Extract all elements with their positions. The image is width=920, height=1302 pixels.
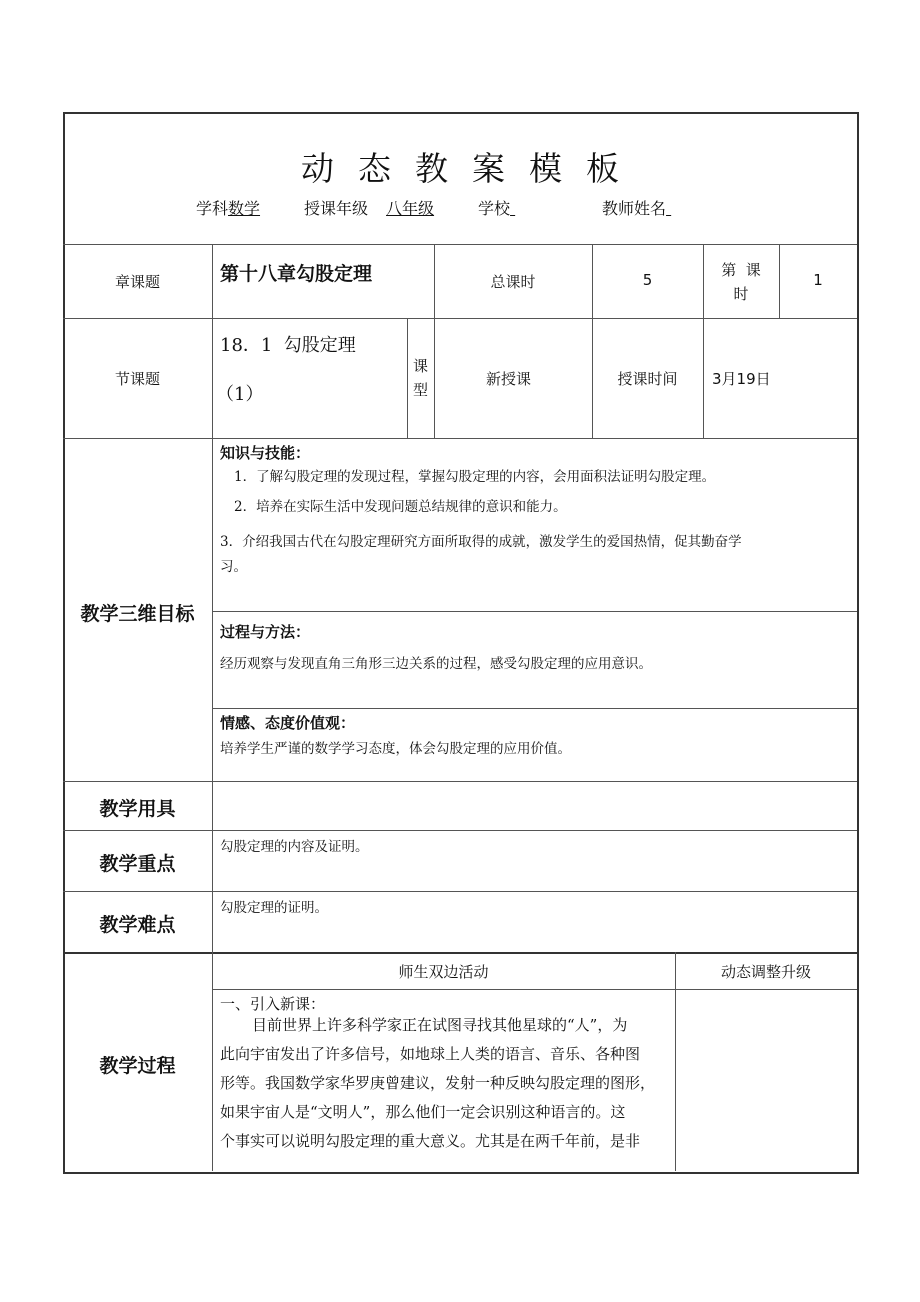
objectives-label: 教学三维目标 <box>80 603 195 625</box>
subject-field[interactable]: 数学 <box>228 199 261 218</box>
knowledge-item-1: 1．了解勾股定理的发现过程，掌握勾股定理的内容，会用面积法证明勾股定理。 <box>234 469 716 485</box>
process-method-heading: 过程与方法： <box>220 623 311 641</box>
lesson-number-label-1: 第 课 <box>721 261 761 279</box>
intro-line: 如果宇宙人是“文明人”，那么他们一定会识别这种语言的。这 <box>220 1103 626 1121</box>
difficulties-value[interactable]: 勾股定理的证明。 <box>220 900 328 916</box>
total-hours-label: 总课时 <box>490 273 536 291</box>
section-label: 节课题 <box>114 370 160 388</box>
grade-field[interactable]: 八年级 <box>386 199 435 218</box>
divider <box>212 611 857 612</box>
total-hours-value[interactable]: 5 <box>642 271 653 289</box>
chapter-label: 章课题 <box>114 273 160 291</box>
divider <box>63 318 857 319</box>
key-points-label: 教学重点 <box>99 853 176 875</box>
divider <box>63 244 857 245</box>
knowledge-item-3-cont: 习。 <box>220 559 247 575</box>
key-points-value[interactable]: 勾股定理的内容及证明。 <box>220 839 369 855</box>
adjust-column-header: 动态调整升级 <box>720 963 811 981</box>
document-title: 动态教案模板 <box>301 149 643 188</box>
lesson-type-label-1: 课 <box>412 357 428 375</box>
difficulties-label: 教学难点 <box>99 914 176 936</box>
divider <box>63 952 857 954</box>
lesson-type-value[interactable]: 新授课 <box>486 370 532 388</box>
chapter-value[interactable]: 第十八章勾股定理 <box>220 263 373 285</box>
knowledge-item-2: 2．培养在实际生活中发现问题总结规律的意识和能力。 <box>234 499 567 515</box>
teacher-field[interactable] <box>666 199 722 218</box>
intro-line: 此向宇宙发出了许多信号，如地球上人类的语言、音乐、各种图 <box>220 1045 641 1063</box>
intro-line: 形等。我国数学家华罗庚曾建议，发射一种反映勾股定理的图形， <box>220 1074 656 1092</box>
section-value-line1[interactable]: 18．1 勾股定理 <box>220 335 356 356</box>
knowledge-item-3: 3．介绍我国古代在勾股定理研究方面所取得的成就，激发学生的爱国热情，促其勤奋学 <box>220 534 742 550</box>
divider <box>63 830 857 831</box>
divider <box>63 781 857 782</box>
header-meta <box>196 196 722 219</box>
intro-line: 个事实可以说明勾股定理的重大意义。尤其是在两千年前，是非 <box>220 1132 641 1150</box>
teacher-label: 教师姓名 <box>602 199 667 218</box>
grade-label: 授课年级 <box>304 199 369 218</box>
emotion-text: 培养学生严谨的数学学习态度，体会勾股定理的应用价值。 <box>220 741 571 757</box>
divider <box>407 318 408 438</box>
lesson-number-label-2: 时 <box>733 285 749 303</box>
lesson-time-value[interactable]: 3月19日 <box>712 370 771 388</box>
tools-label: 教学用具 <box>99 798 176 820</box>
divider <box>63 891 857 892</box>
lesson-time-label: 授课时间 <box>617 370 678 388</box>
divider <box>212 708 857 709</box>
knowledge-heading: 知识与技能： <box>220 444 311 462</box>
section-value-line2[interactable]: （1） <box>216 384 264 405</box>
subject-label: 学科 <box>196 199 229 218</box>
divider <box>212 244 213 1171</box>
divider <box>63 438 857 439</box>
emotion-heading: 情感、态度价值观： <box>220 714 356 732</box>
school-label: 学校 <box>478 199 511 218</box>
lesson-type-label-2: 型 <box>412 381 428 399</box>
lesson-number-value[interactable]: 1 <box>813 271 823 289</box>
activity-column-header: 师生双边活动 <box>398 963 489 981</box>
divider <box>212 989 857 990</box>
process-method-text: 经历观察与发现直角三角形三边关系的过程，感受勾股定理的应用意识。 <box>220 656 652 672</box>
teaching-process-label: 教学过程 <box>99 1055 176 1077</box>
intro-line: 目前世界上许多科学家正在试图寻找其他星球的“人”，为 <box>252 1016 628 1034</box>
divider <box>675 952 676 1171</box>
intro-heading: 一、引入新课： <box>220 995 326 1013</box>
school-field[interactable] <box>510 199 602 218</box>
